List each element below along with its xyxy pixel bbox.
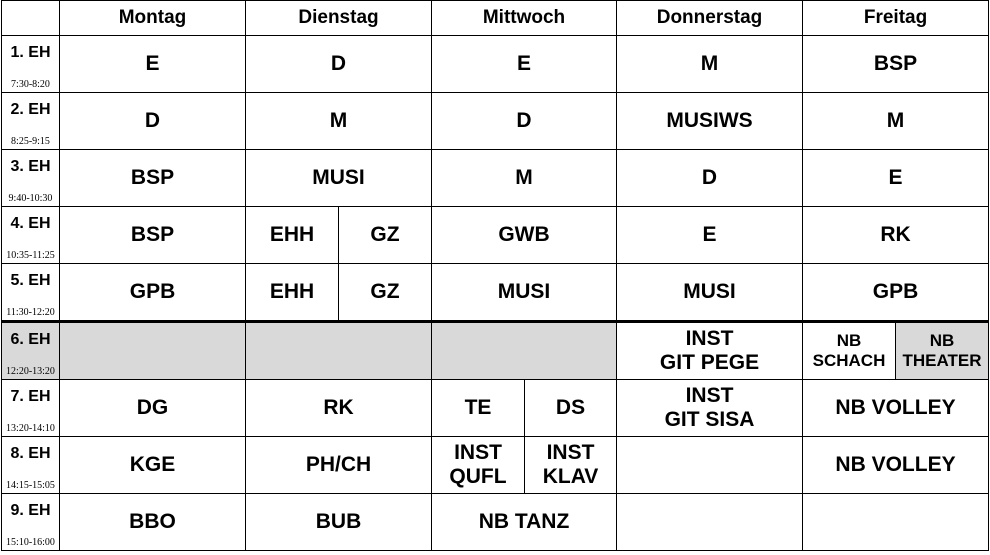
- period-row-7: [2, 380, 989, 437]
- period-label-3: [2, 150, 60, 207]
- empty-cell: [803, 494, 989, 551]
- lesson-cell: GPB: [60, 264, 246, 322]
- empty-cell: [60, 322, 246, 380]
- lesson-cell: E: [432, 36, 617, 93]
- day-header-freitag: Freitag: [803, 1, 989, 36]
- lesson-cell: E: [60, 36, 246, 93]
- lesson-cell: BUB: [246, 494, 432, 551]
- lesson-cell: D: [617, 150, 803, 207]
- lesson-cell: D: [432, 93, 617, 150]
- period-label-5: [2, 264, 60, 322]
- lesson-cell: MUSIWS: [617, 93, 803, 150]
- period-time: 7:30-8:20: [11, 79, 50, 90]
- period-name: 6. EH: [10, 331, 51, 348]
- period-time: 11:30-12:20: [6, 307, 55, 318]
- lesson-line: THEATER: [902, 351, 982, 370]
- period-row-9: [2, 494, 989, 551]
- lesson-cell: MUSI: [246, 150, 432, 207]
- lesson-cell: DS: [525, 380, 617, 437]
- lesson-cell: D: [60, 93, 246, 150]
- period-row-2: [2, 93, 989, 150]
- period-name: 1. EH: [10, 44, 51, 61]
- lesson-line: QUFL: [449, 465, 507, 488]
- period-row-5: [2, 264, 989, 322]
- lesson-cell: GZ: [339, 207, 432, 264]
- period-row-6: [2, 322, 989, 380]
- period-row-8: [2, 437, 989, 494]
- lesson-cell: BSP: [60, 207, 246, 264]
- period-time: 12:20-13:20: [6, 366, 55, 377]
- lesson-cell: RK: [803, 207, 989, 264]
- period-time: 14:15-15:05: [6, 480, 55, 491]
- period-label-2: [2, 93, 60, 150]
- lesson-cell: [617, 322, 803, 380]
- lesson-cell: BBO: [60, 494, 246, 551]
- lesson-cell: M: [803, 93, 989, 150]
- lesson-line: GIT SISA: [664, 408, 755, 431]
- lesson-cell: BSP: [60, 150, 246, 207]
- lesson-cell: TE: [432, 380, 525, 437]
- lesson-cell: BSP: [803, 36, 989, 93]
- period-row-4: [2, 207, 989, 264]
- period-row-3: [2, 150, 989, 207]
- period-label-4: [2, 207, 60, 264]
- period-time: 9:40-10:30: [8, 193, 53, 204]
- period-label-9: [2, 494, 60, 551]
- lesson-cell: GWB: [432, 207, 617, 264]
- lesson-line: KLAV: [542, 465, 599, 488]
- period-label-8: [2, 437, 60, 494]
- lesson-cell: [432, 437, 525, 494]
- period-time: 15:10-16:00: [6, 537, 55, 548]
- lesson-line: GIT PEGE: [659, 351, 760, 374]
- lesson-cell: EHH: [246, 207, 339, 264]
- period-name: 8. EH: [10, 445, 51, 462]
- day-header-montag: Montag: [60, 1, 246, 36]
- period-time: 13:20-14:10: [6, 423, 55, 434]
- lesson-line: INST: [685, 327, 734, 350]
- period-name: 2. EH: [10, 101, 51, 118]
- lesson-line: SCHACH: [812, 351, 886, 370]
- period-label-6: [2, 322, 60, 380]
- lesson-cell: [803, 322, 896, 380]
- lesson-cell: NB VOLLEY: [803, 437, 989, 494]
- lesson-line: INST: [685, 384, 734, 407]
- lesson-cell: D: [246, 36, 432, 93]
- empty-cell: [617, 437, 803, 494]
- lesson-line: NB: [836, 331, 862, 350]
- timetable: [1, 0, 989, 551]
- lesson-cell: E: [803, 150, 989, 207]
- corner-cell: [2, 1, 60, 36]
- lesson-cell: NB TANZ: [432, 494, 617, 551]
- lesson-line: INST: [546, 441, 595, 464]
- day-header-mittwoch: Mittwoch: [432, 1, 617, 36]
- period-row-1: [2, 36, 989, 93]
- lesson-cell: PH/CH: [246, 437, 432, 494]
- lesson-cell: MUSI: [432, 264, 617, 322]
- lesson-cell: [525, 437, 617, 494]
- lesson-cell: M: [432, 150, 617, 207]
- lesson-cell: RK: [246, 380, 432, 437]
- lesson-cell: M: [246, 93, 432, 150]
- empty-cell: [432, 322, 617, 380]
- lesson-cell: GPB: [803, 264, 989, 322]
- lesson-cell: M: [617, 36, 803, 93]
- empty-cell: [617, 494, 803, 551]
- lesson-cell: E: [617, 207, 803, 264]
- lesson-cell: DG: [60, 380, 246, 437]
- period-name: 5. EH: [10, 272, 51, 289]
- lesson-cell: NB VOLLEY: [803, 380, 989, 437]
- period-name: 7. EH: [10, 388, 51, 405]
- lesson-cell: [617, 380, 803, 437]
- period-name: 9. EH: [10, 502, 51, 519]
- lesson-cell: MUSI: [617, 264, 803, 322]
- lesson-cell: [896, 322, 989, 380]
- period-time: 10:35-11:25: [6, 250, 55, 261]
- day-header-dienstag: Dienstag: [246, 1, 432, 36]
- period-time: 8:25-9:15: [11, 136, 50, 147]
- header-row: [2, 1, 989, 36]
- lesson-line: INST: [454, 441, 502, 464]
- period-label-7: [2, 380, 60, 437]
- period-name: 4. EH: [10, 215, 51, 232]
- day-header-donnerstag: Donnerstag: [617, 1, 803, 36]
- period-name: 3. EH: [10, 158, 51, 175]
- period-label-1: [2, 36, 60, 93]
- lesson-line: NB: [929, 331, 955, 350]
- lesson-cell: EHH: [246, 264, 339, 322]
- lesson-cell: GZ: [339, 264, 432, 322]
- lesson-cell: KGE: [60, 437, 246, 494]
- empty-cell: [246, 322, 432, 380]
